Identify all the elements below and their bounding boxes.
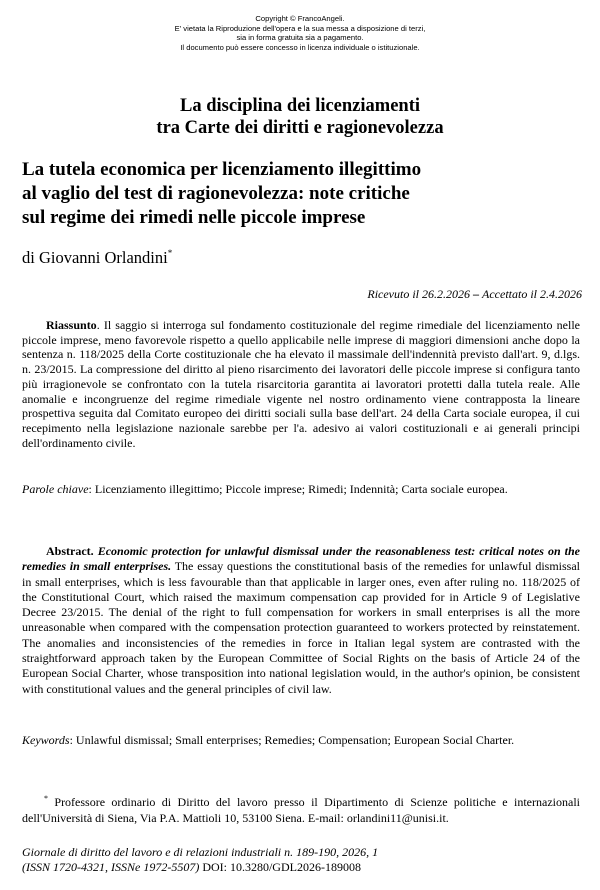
article-title-line-3: sul regime dei rimedi nelle piccole imprese (22, 207, 366, 228)
keywords-italian (22, 482, 580, 497)
section-title (0, 95, 600, 139)
copyright-line-1: Copyright © FrancoAngeli. (255, 14, 345, 23)
accepted-date: Accettato il 2.4.2026 (482, 287, 582, 301)
abstract-text: The essay questions the constitutional basis of the remedies for unlawful dismissal in small enterprises, which is less favourable than that applicable in larger ones, even after ruling no. 118/2025 of the Constitutional Court, which raised the maximum compensation cap provided for in Article 9 of Legislative Decree 23/2015. The denial of the right to full compensation for workers in small enterprises is all the more unreasonable when compared with the compensation protection guaranteed to workers protected by reinstatement. The anomalies and inconsistencies of the remedies in force in Italian legal system are contrasted with the straightforward approach taken by the European Committee of Social Rights on the basis of Article 24 of the European Social Charter, whose transposition into national legislation would, in the author's opinion, be consistent with constitutional values and the general principles of civil law. (22, 559, 580, 696)
article-title-line-2: al vaglio del test di ragionevolezza: note critiche (22, 183, 410, 204)
copyright-line-4: Il documento può essere concesso in licenza individuale o istituzionale. (180, 42, 420, 52)
received-date: Ricevuto il 26.2.2026 (367, 287, 471, 301)
keywords-it-label: Parole chiave (22, 482, 89, 496)
received-accepted-dates (367, 287, 582, 302)
footnote-marker: * (44, 794, 48, 803)
keywords-english (22, 733, 580, 748)
article-title (22, 158, 582, 230)
footnote-text: Professore ordinario di Diritto del lavoro presso il Dipartimento di Scienze politiche e internazionali dell'Università di Siena, Via P.A. Mattioli 10, 53100 Siena. E-mail: orlandini11@unisi.it. (22, 795, 580, 825)
journal-issn: (ISSN 1720-4321, ISSNe 1972-5507) (22, 859, 200, 874)
article-title-line-1: La tutela economica per licenziamento illegittimo (22, 159, 422, 180)
author-footnote (22, 791, 580, 826)
author-footnote-marker[interactable]: * (167, 248, 173, 258)
journal-line-1: Giornale di diritto del lavoro e di relazioni industriali n. 189-190, 2026, 1 (22, 845, 379, 859)
keywords-en-label: Keywords (22, 733, 70, 747)
copyright-notice (0, 14, 600, 52)
author-name: di Giovanni Orlandini (22, 248, 168, 267)
copyright-line-3: sia in forma gratuita sia a pagamento. (236, 33, 364, 43)
summary-italian (22, 318, 580, 450)
section-title-line-1: La disciplina dei licenziamenti (180, 96, 420, 116)
journal-doi[interactable]: DOI: 10.3280/GDL2026-189008 (199, 859, 361, 874)
keywords-it-text: : Licenziamento illegittimo; Piccole imprese; Rimedi; Indennità; Carta sociale europea. (88, 482, 508, 496)
summary-label: Riassunto (46, 318, 97, 332)
section-title-line-2: tra Carte dei diritti e ragionevolezza (156, 118, 444, 138)
keywords-en-text: : Unlawful dismissal; Small enterprises; Remedies; Compensation; European Social Charter. (69, 733, 515, 747)
author-byline (22, 243, 172, 268)
abstract-title: Economic protection for unlawful dismissal under the reasonableness test: critical notes on the remedies in small enterprises. (22, 544, 581, 574)
dates-separator: – (470, 287, 483, 301)
copyright-line-2: E' vietata la Riproduzione dell'opera e la sua messa a disposizione di terzi, (174, 23, 426, 33)
abstract-label: Abstract. (46, 544, 94, 558)
abstract-english (22, 544, 580, 697)
journal-line-2 (22, 860, 582, 875)
journal-citation (22, 845, 582, 874)
summary-text: . Il saggio si interroga sul fondamento costituzionale del regime rimediale del licenziamento nelle piccole imprese, meno favorevole rispetto a quello applicabile nelle imprese di maggiori dimensioni anche dopo la sentenza n. 118/2025 della Corte costituzionale che ha elevato il massimale dell'indennità previsto dall'art. 9, d.lgs. n. 23/2015. La compressione del diritto al pieno risarcimento dei lavoratori delle piccole imprese si configura tanto più irragionevole se confrontato con la tutela risarcitoria garantita ai lavoratori protetti dalla tutela reale. Alle anomalie e incongruenze del regime rimediale vigente nel nostro ordinamento viene contrapposta la lineare prospettiva seguita dal Comitato europeo dei diritti sociali sulla base dell'art. 24 della Carta sociale europea, il cui recepimento nella legislazione nazionale sarebbe per l'a. adesivo ai valori costituzionali e ai generali principi dell'ordinamento civile. (22, 318, 580, 450)
